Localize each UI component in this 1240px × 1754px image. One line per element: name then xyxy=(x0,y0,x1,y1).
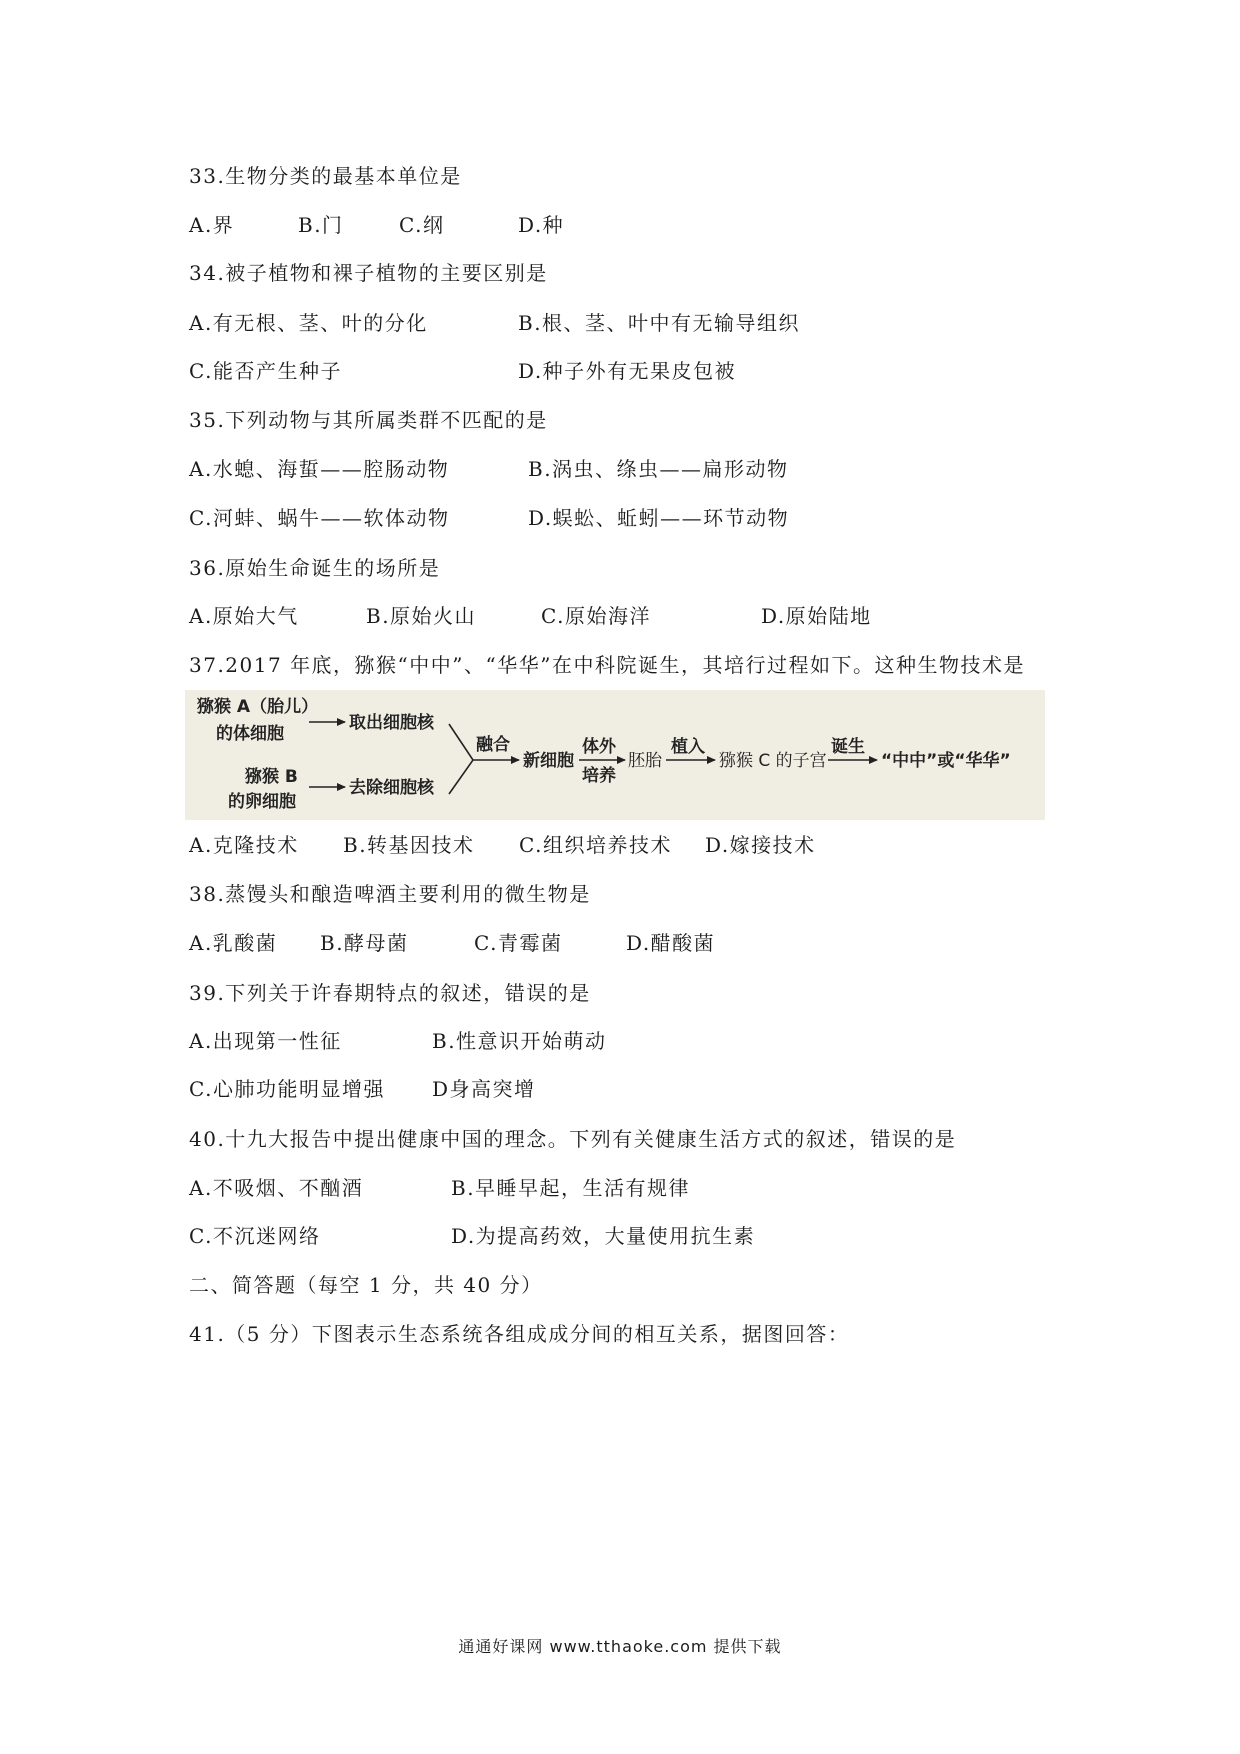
question-38-option-c: C.青霉菌 xyxy=(474,931,563,955)
diagram-result-label: “中中”或“华华” xyxy=(881,751,1011,771)
question-36-option-b: B.原始火山 xyxy=(366,604,477,628)
question-36-option-c: C.原始海洋 xyxy=(541,604,651,628)
diagram-birth-label: 诞生 xyxy=(831,737,865,757)
diagram-monkey-b-label: 猕猴 B xyxy=(245,767,298,787)
question-39-stem: 39.下列关于许春期特点的叙述，错误的是 xyxy=(189,981,591,1005)
diagram-new-cell-label: 新细胞 xyxy=(523,751,574,771)
question-33-option-d: D.种 xyxy=(518,213,565,237)
question-39-option-a: A.出现第一性征 xyxy=(189,1029,342,1053)
diagram-implant-label: 植入 xyxy=(671,737,705,757)
question-39-option-d: D身高突增 xyxy=(432,1077,536,1101)
question-38-option-d: D.醋酸菌 xyxy=(626,931,716,955)
question-34-option-c: C.能否产生种子 xyxy=(189,359,342,383)
question-33-option-b: B.门 xyxy=(298,213,344,237)
diagram-embryo-label: 胚胎 xyxy=(628,751,662,771)
diagram-somatic-cell-label: 的体细胞 xyxy=(216,724,284,744)
question-35-stem: 35.下列动物与其所属类群不匹配的是 xyxy=(189,408,548,432)
question-39-option-c: C.心肺功能明显增强 xyxy=(189,1077,385,1101)
question-35-option-d: D.蜈蚣、蚯蚓——环节动物 xyxy=(528,506,790,530)
diagram-uterus-label: 猕猴 C 的子宫 xyxy=(719,751,827,771)
cloning-process-diagram xyxy=(185,690,1045,820)
diagram-remove-nucleus-label: 去除细胞核 xyxy=(349,778,434,798)
section-2-heading: 二、简答题（每空 1 分，共 40 分） xyxy=(189,1273,543,1297)
question-36-option-d: D.原始陆地 xyxy=(761,604,872,628)
diagram-culture-label-2: 培养 xyxy=(582,766,616,786)
question-37-stem: 37.2017 年底，猕猴“中中”、“华华”在中科院诞生，其培行过程如下。这种生物技术是 xyxy=(189,653,1025,677)
diagram-egg-cell-label: 的卵细胞 xyxy=(228,792,296,812)
question-40-option-b: B.早睡早起，生活有规律 xyxy=(451,1176,691,1200)
question-38-stem: 38.蒸馒头和酿造啤酒主要利用的微生物是 xyxy=(189,882,591,906)
question-39-option-b: B.性意识开始萌动 xyxy=(432,1029,607,1053)
question-37-option-d: D.嫁接技术 xyxy=(705,833,816,857)
question-41-stem: 41.（5 分）下图表示生态系统各组成成分间的相互关系，据图回答： xyxy=(189,1322,850,1346)
diagram-monkey-a-label: 猕猴 A（胎儿） xyxy=(197,697,319,717)
question-33-stem: 33.生物分类的最基本单位是 xyxy=(189,164,462,188)
question-34-stem: 34.被子植物和裸子植物的主要区别是 xyxy=(189,261,548,285)
question-40-stem: 40.十九大报告中提出健康中国的理念。下列有关健康生活方式的叙述，错误的是 xyxy=(189,1127,957,1151)
diagram-culture-label-1: 体外 xyxy=(582,737,616,757)
diagram-fuse-label: 融合 xyxy=(476,735,510,755)
diagram-extract-nucleus-label: 取出细胞核 xyxy=(349,713,434,733)
question-40-option-d: D.为提高药效，大量使用抗生素 xyxy=(451,1224,756,1248)
question-34-option-d: D.种子外有无果皮包被 xyxy=(518,359,737,383)
question-36-option-a: A.原始大气 xyxy=(189,604,299,628)
question-34-option-b: B.根、茎、叶中有无输导组织 xyxy=(518,311,801,335)
question-37-option-b: B.转基因技术 xyxy=(343,833,475,857)
question-35-option-c: C.河蚌、蜗牛——软体动物 xyxy=(189,506,450,530)
page-footer: 通通好课网 www.tthaoke.com 提供下载 xyxy=(458,1637,782,1656)
question-38-option-b: B.酵母菌 xyxy=(320,931,409,955)
question-33-option-c: C.纲 xyxy=(399,213,445,237)
question-37-option-a: A.克隆技术 xyxy=(189,833,299,857)
question-36-stem: 36.原始生命诞生的场所是 xyxy=(189,556,441,580)
question-33-option-a: A.界 xyxy=(189,213,235,237)
question-40-option-c: C.不沉迷网络 xyxy=(189,1224,321,1248)
question-35-option-a: A.水螅、海蜇——腔肠动物 xyxy=(189,457,450,481)
question-38-option-a: A.乳酸菌 xyxy=(189,931,278,955)
question-34-option-a: A.有无根、茎、叶的分化 xyxy=(189,311,428,335)
question-35-option-b: B.涡虫、绦虫——扁形动物 xyxy=(528,457,789,481)
question-40-option-a: A.不吸烟、不酗酒 xyxy=(189,1176,364,1200)
question-37-option-c: C.组织培养技术 xyxy=(519,833,672,857)
